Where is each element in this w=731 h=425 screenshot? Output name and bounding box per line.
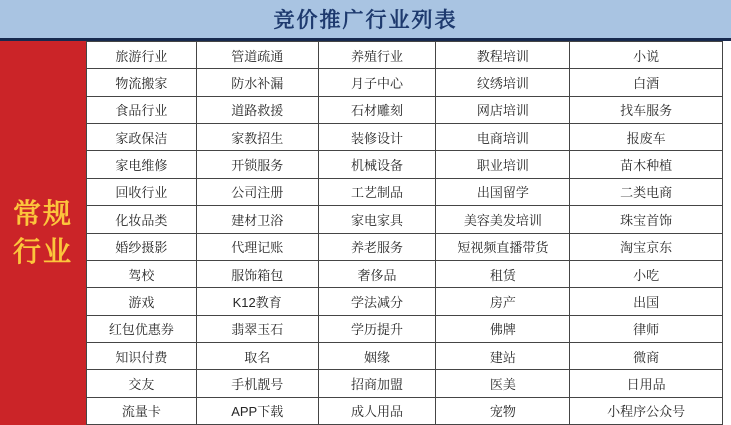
industry-cell-r14-c5: 小程序公众号 <box>570 398 723 425</box>
industry-cell-r2-c4: 纹绣培训 <box>436 69 570 96</box>
industry-cell-r14-c3: 成人用品 <box>319 398 437 425</box>
industry-cell-r8-c1: 婚纱摄影 <box>87 234 197 261</box>
industry-cell-r10-c5: 出国 <box>570 288 723 315</box>
industry-cell-r9-c2: 服饰箱包 <box>197 261 319 288</box>
industry-cell-r12-c2: 取名 <box>197 343 319 370</box>
industry-cell-r13-c1: 交友 <box>87 370 197 397</box>
category-banner-line1: 常规 <box>12 198 73 230</box>
industry-cell-r4-c5: 报废车 <box>570 124 723 151</box>
industry-cell-r6-c5: 二类电商 <box>570 179 723 206</box>
industry-cell-r7-c2: 建材卫浴 <box>197 206 319 233</box>
industry-cell-r9-c5: 小吃 <box>570 261 723 288</box>
industry-cell-r10-c4: 房产 <box>436 288 570 315</box>
industry-cell-r5-c3: 机械设备 <box>319 151 437 178</box>
industry-cell-r14-c4: 宠物 <box>436 398 570 425</box>
industry-cell-r5-c5: 苗木种植 <box>570 151 723 178</box>
industry-cell-r5-c2: 开锁服务 <box>197 151 319 178</box>
industry-cell-r3-c3: 石材雕刻 <box>319 97 437 124</box>
industry-cell-r6-c4: 出国留学 <box>436 179 570 206</box>
industry-cell-r13-c4: 医美 <box>436 370 570 397</box>
industry-cell-r1-c4: 教程培训 <box>436 42 570 69</box>
industry-cell-r3-c1: 食品行业 <box>87 97 197 124</box>
industry-cell-r4-c2: 家教招生 <box>197 124 319 151</box>
industry-cell-r6-c1: 回收行业 <box>87 179 197 206</box>
page-header <box>0 0 731 41</box>
industry-cell-r9-c3: 奢侈品 <box>319 261 437 288</box>
industry-cell-r4-c4: 电商培训 <box>436 124 570 151</box>
industry-cell-r2-c3: 月子中心 <box>319 69 437 96</box>
industry-cell-r9-c4: 租赁 <box>436 261 570 288</box>
industry-cell-r12-c1: 知识付费 <box>87 343 197 370</box>
industry-cell-r14-c2: APP下载 <box>197 398 319 425</box>
industry-cell-r4-c1: 家政保洁 <box>87 124 197 151</box>
industry-cell-r5-c1: 家电维修 <box>87 151 197 178</box>
industry-cell-r10-c3: 学法减分 <box>319 288 437 315</box>
industry-grid <box>86 41 723 425</box>
industry-cell-r3-c5: 找车服务 <box>570 97 723 124</box>
industry-cell-r2-c5: 白酒 <box>570 69 723 96</box>
industry-cell-r14-c1: 流量卡 <box>87 398 197 425</box>
industry-cell-r2-c2: 防水补漏 <box>197 69 319 96</box>
industry-cell-r9-c1: 驾校 <box>87 261 197 288</box>
industry-cell-r8-c3: 养老服务 <box>319 234 437 261</box>
industry-cell-r8-c2: 代理记账 <box>197 234 319 261</box>
industry-cell-r3-c4: 网店培训 <box>436 97 570 124</box>
industry-cell-r8-c5: 淘宝京东 <box>570 234 723 261</box>
industry-cell-r6-c2: 公司注册 <box>197 179 319 206</box>
category-banner-label <box>13 195 73 271</box>
industry-cell-r11-c1: 红包优惠券 <box>87 316 197 343</box>
industry-cell-r13-c5: 日用品 <box>570 370 723 397</box>
industry-cell-r10-c1: 游戏 <box>87 288 197 315</box>
industry-cell-r12-c5: 微商 <box>570 343 723 370</box>
industry-cell-r4-c3: 装修设计 <box>319 124 437 151</box>
industry-cell-r1-c5: 小说 <box>570 42 723 69</box>
industry-cell-r2-c1: 物流搬家 <box>87 69 197 96</box>
industry-cell-r7-c4: 美容美发培训 <box>436 206 570 233</box>
page-title: 竞价推广行业列表 <box>273 8 458 32</box>
category-banner <box>0 41 86 425</box>
industry-cell-r12-c4: 建站 <box>436 343 570 370</box>
industry-cell-r7-c3: 家电家具 <box>319 206 437 233</box>
industry-cell-r11-c5: 律师 <box>570 316 723 343</box>
industry-cell-r1-c3: 养殖行业 <box>319 42 437 69</box>
industry-cell-r5-c4: 职业培训 <box>436 151 570 178</box>
industry-cell-r1-c1: 旅游行业 <box>87 42 197 69</box>
industry-cell-r13-c2: 手机靓号 <box>197 370 319 397</box>
industry-cell-r13-c3: 招商加盟 <box>319 370 437 397</box>
industry-cell-r12-c3: 姻缘 <box>319 343 437 370</box>
industry-cell-r11-c3: 学历提升 <box>319 316 437 343</box>
industry-cell-r11-c4: 佛牌 <box>436 316 570 343</box>
industry-cell-r7-c5: 珠宝首饰 <box>570 206 723 233</box>
industry-cell-r3-c2: 道路救援 <box>197 97 319 124</box>
category-banner-line2: 行业 <box>12 236 73 267</box>
industry-cell-r6-c3: 工艺制品 <box>319 179 437 206</box>
industry-cell-r1-c2: 管道疏通 <box>197 42 319 69</box>
industry-cell-r7-c1: 化妆品类 <box>87 206 197 233</box>
industry-cell-r11-c2: 翡翠玉石 <box>197 316 319 343</box>
industry-cell-r8-c4: 短视频直播带货 <box>436 234 570 261</box>
industry-cell-r10-c2: K12教育 <box>197 288 319 315</box>
